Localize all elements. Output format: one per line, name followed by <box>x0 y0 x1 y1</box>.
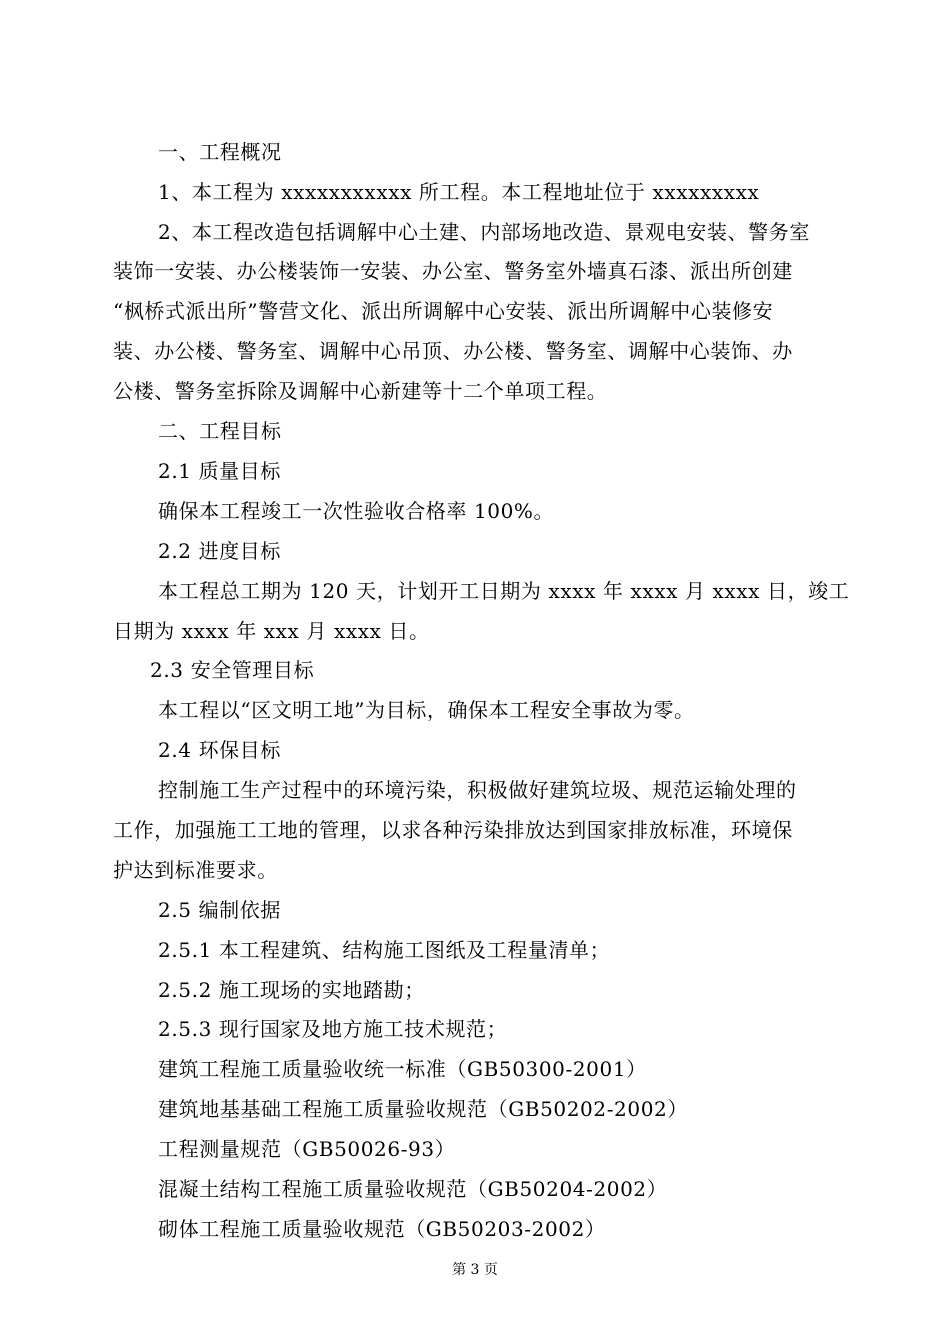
paragraph-line: 确保本工程竣工一次性验收合格率 100%。 <box>158 499 555 523</box>
paragraph-line: 1、本工程为 xxxxxxxxxxx 所工程。本工程地址位于 xxxxxxxxx <box>158 180 760 204</box>
subheading: 2.5 编制依据 <box>158 898 281 922</box>
paragraph-line: 公楼、警务室拆除及调解中心新建等十二个单项工程。 <box>113 379 608 403</box>
paragraph-line: 护达到标准要求。 <box>113 858 278 882</box>
standard-reference: 建筑地基基础工程施工质量验收规范（GB50202-2002） <box>158 1097 688 1121</box>
subheading: 2.2 进度目标 <box>158 539 281 563</box>
paragraph-line: 本工程总工期为 120 天，计划开工日期为 xxxx 年 xxxx 月 xxxx 日，竣工 <box>158 579 850 603</box>
paragraph-line: 2、本工程改造包括调解中心土建、内部场地改造、景观电安装、警务室 <box>158 220 810 244</box>
paragraph-line: 装饰一安装、办公楼装饰一安装、办公室、警务室外墙真石漆、派出所创建 <box>113 259 793 283</box>
standard-reference: 建筑工程施工质量验收统一标准（GB50300-2001） <box>158 1057 647 1081</box>
list-item: 2.5.3 现行国家及地方施工技术规范； <box>158 1017 508 1041</box>
standard-reference: 混凝土结构工程施工质量验收规范（GB50204-2002） <box>158 1177 668 1201</box>
paragraph-line: 工作，加强施工工地的管理，以求各种污染排放达到国家排放标准，环境保 <box>113 818 793 842</box>
paragraph-line: 控制施工生产过程中的环境污染，积极做好建筑垃圾、规范运输处理的 <box>158 778 797 802</box>
subheading: 2.1 质量目标 <box>158 459 281 483</box>
paragraph-line: 装、办公楼、警务室、调解中心吊顶、办公楼、警务室、调解中心装饰、办 <box>113 339 793 363</box>
section-heading-overview: 一、工程概况 <box>158 140 282 164</box>
paragraph-line: 日期为 xxxx 年 xxx 月 xxxx 日。 <box>113 619 430 643</box>
subheading: 2.4 环保目标 <box>158 738 281 762</box>
subheading: 2.3 安全管理目标 <box>150 658 315 682</box>
paragraph-line: 本工程以“区文明工地”为目标，确保本工程安全事故为零。 <box>158 698 695 722</box>
list-item: 2.5.1 本工程建筑、结构施工图纸及工程量清单； <box>158 938 611 962</box>
page-number-footer: 第 3 页 <box>452 1262 498 1278</box>
paragraph-line: “枫桥式派出所”警营文化、派出所调解中心安装、派出所调解中心装修安 <box>113 299 774 323</box>
list-item: 2.5.2 施工现场的实地踏勘； <box>158 978 425 1002</box>
standard-reference: 砌体工程施工质量验收规范（GB50203-2002） <box>158 1217 606 1241</box>
section-heading-goals: 二、工程目标 <box>158 419 282 443</box>
standard-reference: 工程测量规范（GB50026-93） <box>158 1137 456 1161</box>
